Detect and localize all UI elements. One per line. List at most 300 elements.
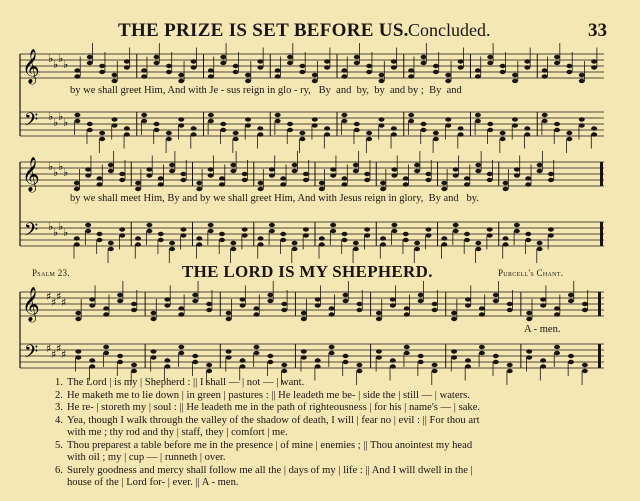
note-head (275, 119, 281, 123)
note-head (112, 123, 118, 127)
note-head (169, 163, 175, 167)
note-head (453, 223, 459, 227)
note-head (150, 355, 156, 359)
note-head (487, 178, 493, 182)
note-head (403, 182, 409, 186)
note-head (257, 65, 263, 69)
note-head (103, 306, 109, 310)
note-head (301, 349, 307, 353)
note-head (542, 74, 548, 78)
verse-text: He maketh me to lie down | in green | pastures : || He leadeth me be- | side the | still — | waters. (67, 389, 470, 401)
treble-clef-icon: 𝄞 (22, 287, 40, 322)
note-head (319, 187, 325, 191)
verse-list (55, 377, 615, 490)
note-head (487, 61, 493, 65)
note-head (319, 236, 325, 240)
verse-line (55, 402, 615, 415)
note-head (343, 354, 349, 358)
flat-sign-icon: ♭ (63, 166, 69, 179)
note-head (568, 293, 574, 297)
note-head (112, 79, 118, 83)
note-head (503, 236, 509, 240)
note-head (554, 351, 560, 355)
note-head (548, 178, 554, 182)
note-head (475, 241, 481, 245)
sharp-sign-icon: ♯ (46, 290, 52, 303)
note-head (180, 227, 186, 231)
note-head (108, 241, 114, 245)
note-head (566, 70, 572, 74)
note-head (408, 74, 414, 78)
verse-text: Thou preparest a table before me in the presence | of mine | enemies ; || Thou anointest my head (67, 439, 473, 451)
flat-sign-icon: ♭ (58, 220, 64, 233)
note-head (329, 312, 335, 316)
note-head (453, 229, 459, 233)
note-head (164, 358, 170, 362)
note-head (131, 308, 137, 312)
note-head (475, 74, 481, 78)
flat-sign-icon: ♭ (58, 110, 64, 123)
note-head (537, 241, 543, 245)
note-head (74, 181, 80, 185)
note-head (87, 122, 93, 126)
note-head (240, 303, 246, 307)
note-head (154, 55, 160, 59)
note-head (343, 299, 349, 303)
note-head (465, 297, 471, 301)
note-head (445, 73, 451, 77)
note-head (208, 229, 214, 233)
note-head (493, 354, 499, 358)
note-head (451, 317, 457, 321)
note-head (391, 59, 397, 63)
note-head (464, 176, 470, 180)
note-head (226, 355, 232, 359)
verse-line (55, 465, 615, 478)
note-head (330, 223, 336, 227)
note-head (542, 119, 548, 123)
note-head (74, 187, 80, 191)
note-head (451, 311, 457, 315)
note-head (301, 317, 307, 321)
note-head (465, 303, 471, 307)
note-head (164, 364, 170, 368)
note-head (74, 119, 80, 123)
verse-text: house of the | Lord for- | ever. || A - men. (67, 477, 239, 488)
note-head (150, 349, 156, 353)
note-head (391, 132, 397, 136)
note-head (503, 187, 509, 191)
note-head (441, 181, 447, 185)
note-head (364, 233, 370, 237)
note-head (178, 306, 184, 310)
note-head (166, 131, 172, 135)
note-head (191, 65, 197, 69)
note-head (487, 172, 493, 176)
note-head (230, 163, 236, 167)
note-head (390, 358, 396, 362)
note-head (233, 137, 239, 141)
note-head (353, 163, 359, 167)
note-head (233, 70, 239, 74)
note-head (180, 172, 186, 176)
note-head (493, 293, 499, 297)
note-head (403, 176, 409, 180)
note-head (242, 178, 248, 182)
note-head (353, 169, 359, 173)
note-head (312, 123, 318, 127)
note-head (108, 247, 114, 251)
note-head (376, 355, 382, 359)
note-head (341, 238, 347, 242)
note-head (487, 128, 493, 132)
note-head (158, 232, 164, 236)
sharp-sign-icon: ♯ (61, 296, 67, 309)
note-head (500, 64, 506, 68)
note-head (525, 232, 531, 236)
note-head (150, 311, 156, 315)
note-head (582, 302, 588, 306)
note-head (582, 308, 588, 312)
note-head (464, 232, 470, 236)
note-head (425, 227, 431, 231)
note-head (380, 236, 386, 240)
note-head (341, 182, 347, 186)
note-head (178, 123, 184, 127)
verse-line (55, 377, 615, 390)
note-head (458, 126, 464, 130)
amen-lyric: A - men. (524, 324, 561, 335)
note-head (299, 70, 305, 74)
note-head (548, 172, 554, 176)
note-head (379, 79, 385, 83)
note-head (341, 119, 347, 123)
note-head (526, 349, 532, 353)
note-head (408, 113, 414, 117)
note-head (512, 123, 518, 127)
note-head (391, 126, 397, 130)
note-head (500, 137, 506, 141)
verse-line (55, 427, 615, 440)
note-head (379, 73, 385, 77)
note-head (281, 369, 287, 373)
note-head (117, 354, 123, 358)
note-head (240, 297, 246, 301)
note-head (258, 242, 264, 246)
note-head (301, 311, 307, 315)
note-head (253, 312, 259, 316)
note-head (380, 181, 386, 185)
note-head (343, 360, 349, 364)
note-head (74, 74, 80, 78)
final-bar (600, 222, 603, 246)
note-head (582, 369, 588, 373)
note-head (353, 247, 359, 251)
flat-sign-icon: ♭ (58, 160, 64, 173)
note-head (366, 137, 372, 141)
note-head (269, 167, 275, 171)
note-head (414, 163, 420, 167)
note-head (566, 64, 572, 68)
note-head (479, 351, 485, 355)
sharp-sign-icon: ♯ (61, 348, 67, 361)
verse-text: He re- | storeth my | soul : || He leadeth me in the path of righteousness | for his | name's — | sake. (67, 402, 481, 413)
note-head (354, 122, 360, 126)
note-head (303, 178, 309, 182)
note-head (391, 223, 397, 227)
note-head (554, 345, 560, 349)
note-head (206, 363, 212, 367)
note-head (257, 126, 263, 130)
note-head (315, 358, 321, 362)
note-head (356, 302, 362, 306)
note-head (330, 173, 336, 177)
note-head (554, 61, 560, 65)
note-head (391, 229, 397, 233)
note-head (146, 173, 152, 177)
flat-sign-icon: ♭ (58, 52, 64, 65)
note-head (445, 123, 451, 127)
note-head (312, 73, 318, 77)
note-head (146, 229, 152, 233)
note-head (312, 79, 318, 83)
note-head (74, 68, 80, 72)
note-head (451, 349, 457, 353)
note-head (108, 163, 114, 167)
note-head (154, 61, 160, 65)
note-head (230, 169, 236, 173)
note-head (119, 178, 125, 182)
note-head (441, 187, 447, 191)
flat-sign-icon: ♭ (48, 220, 54, 233)
note-head (267, 360, 273, 364)
note-head (465, 358, 471, 362)
note-head (418, 293, 424, 297)
psalm-label: Psalm 23. (32, 268, 70, 278)
note-head (287, 55, 293, 59)
note-head (354, 128, 360, 132)
note-head (196, 181, 202, 185)
note-head (226, 311, 232, 315)
note-head (591, 65, 597, 69)
note-head (292, 169, 298, 173)
note-head (242, 172, 248, 176)
note-head (299, 64, 305, 68)
note-head (269, 173, 275, 177)
note-head (158, 182, 164, 186)
note-head (356, 369, 362, 373)
note-head (330, 167, 336, 171)
note-head (206, 308, 212, 312)
note-head (275, 74, 281, 78)
verse-line (55, 390, 615, 403)
note-head (566, 137, 572, 141)
note-head (432, 363, 438, 367)
note-head (315, 297, 321, 301)
note-head (220, 61, 226, 65)
note-head (257, 59, 263, 63)
note-head (141, 74, 147, 78)
flat-sign-icon: ♭ (53, 116, 59, 129)
note-head (475, 247, 481, 251)
note-head (418, 360, 424, 364)
note-head (329, 345, 335, 349)
note-head (343, 293, 349, 297)
note-head (85, 223, 91, 227)
note-head (180, 178, 186, 182)
note-head (421, 55, 427, 59)
note-head (380, 242, 386, 246)
note-head (154, 128, 160, 132)
note-head (196, 187, 202, 191)
note-head (292, 163, 298, 167)
note-head (192, 299, 198, 303)
sharp-sign-icon: ♯ (56, 290, 62, 303)
note-head (226, 317, 232, 321)
note-head (108, 169, 114, 173)
note-head (341, 232, 347, 236)
note-head (493, 299, 499, 303)
note-head (96, 232, 102, 236)
note-head (208, 113, 214, 117)
note-head (500, 70, 506, 74)
note-head (591, 59, 597, 63)
note-head (475, 68, 481, 72)
verse-number: 2. (55, 389, 63, 401)
sharp-sign-icon: ♯ (56, 342, 62, 355)
note-head (464, 238, 470, 242)
note-head (537, 247, 543, 251)
note-head (141, 119, 147, 123)
verse-number: 5. (55, 439, 63, 451)
note-head (292, 241, 298, 245)
note-head (87, 61, 93, 65)
note-head (208, 167, 214, 171)
note-head (146, 223, 152, 227)
note-head (364, 178, 370, 182)
note-head (280, 182, 286, 186)
note-head (292, 247, 298, 251)
note-head (341, 113, 347, 117)
note-head (451, 355, 457, 359)
note-head (178, 73, 184, 77)
note-head (269, 223, 275, 227)
note-head (131, 369, 137, 373)
note-head (404, 345, 410, 349)
note-head (89, 364, 95, 368)
note-head (220, 55, 226, 59)
note-head (507, 363, 513, 367)
note-head (507, 369, 513, 373)
note-head (441, 236, 447, 240)
note-head (414, 247, 420, 251)
note-head (281, 302, 287, 306)
note-head (178, 79, 184, 83)
note-head (500, 131, 506, 135)
note-head (540, 364, 546, 368)
note-head (464, 182, 470, 186)
note-head (169, 169, 175, 173)
verse-text: Yea, though I walk through the valley of the shadow of death, I will | fear no | evil : || For thou art (67, 414, 480, 426)
note-head (301, 355, 307, 359)
note-head (208, 68, 214, 72)
note-head (287, 61, 293, 65)
note-head (503, 242, 509, 246)
note-head (230, 247, 236, 251)
note-head (75, 311, 81, 315)
verse-text: with me ; thy rod and thy | staff, they | comfort | me. (67, 427, 288, 438)
note-head (281, 363, 287, 367)
page-number: 33 (588, 20, 607, 41)
bass-clef-icon: 𝄢 (24, 342, 39, 367)
note-head (579, 123, 585, 127)
note-head (403, 232, 409, 236)
note-head (380, 187, 386, 191)
note-head (540, 297, 546, 301)
note-head (312, 117, 318, 121)
note-head (135, 187, 141, 191)
note-head (479, 345, 485, 349)
note-head (192, 293, 198, 297)
note-head (568, 360, 574, 364)
note-head (267, 299, 273, 303)
note-head (196, 236, 202, 240)
note-head (112, 73, 118, 77)
note-head (341, 176, 347, 180)
shepherd-title: THE LORD IS MY SHEPHERD. (182, 262, 433, 281)
note-head (324, 65, 330, 69)
note-head (548, 227, 554, 231)
note-head (554, 306, 560, 310)
note-head (146, 167, 152, 171)
note-head (275, 113, 281, 117)
note-head (135, 242, 141, 246)
note-head (379, 123, 385, 127)
note-head (169, 247, 175, 251)
note-head (269, 229, 275, 233)
flat-sign-icon: ♭ (63, 58, 69, 71)
note-head (85, 229, 91, 233)
final-bar (598, 344, 601, 368)
note-head (524, 65, 530, 69)
note-head (245, 117, 251, 121)
note-head (89, 358, 95, 362)
note-head (568, 299, 574, 303)
note-head (524, 126, 530, 130)
note-head (329, 306, 335, 310)
note-head (253, 351, 259, 355)
note-head (258, 236, 264, 240)
note-head (568, 354, 574, 358)
note-head (124, 126, 130, 130)
note-head (433, 137, 439, 141)
note-head (445, 117, 451, 121)
note-head (141, 68, 147, 72)
note-head (240, 358, 246, 362)
verse-text: with oil ; my | cup — | runneth | over. (67, 452, 226, 463)
verse-number: 1. (55, 377, 63, 388)
note-head (103, 312, 109, 316)
note-head (178, 345, 184, 349)
note-head (230, 241, 236, 245)
note-head (99, 137, 105, 141)
note-head (425, 172, 431, 176)
note-head (554, 55, 560, 59)
note-head (242, 233, 248, 237)
note-head (582, 363, 588, 367)
note-head (507, 308, 513, 312)
note-head (514, 223, 520, 227)
